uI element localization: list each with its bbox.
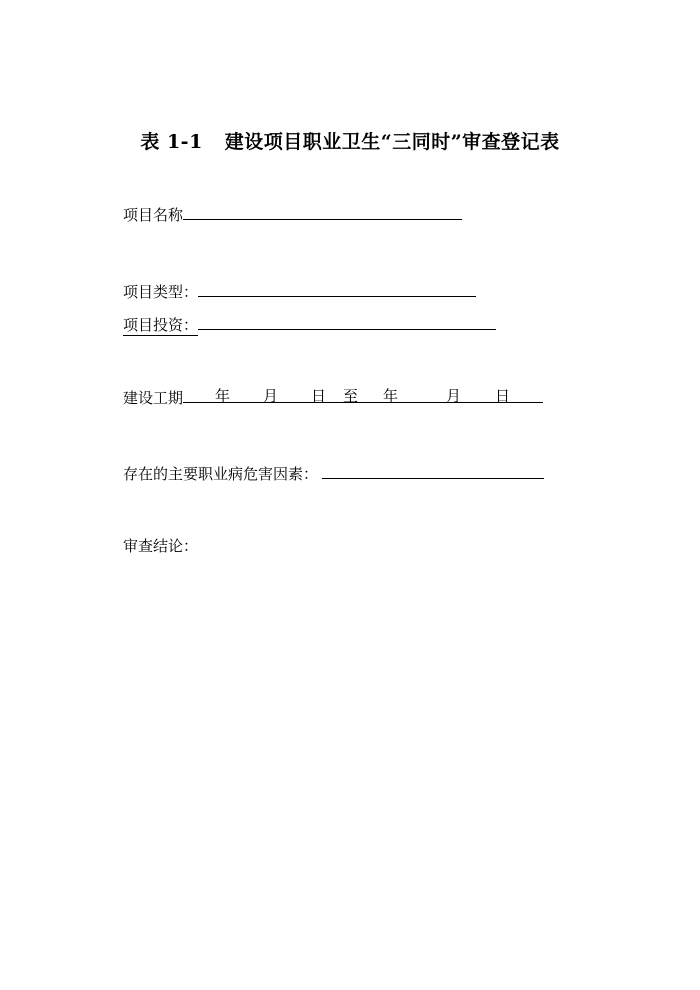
end-year-unit: 年 bbox=[383, 387, 399, 405]
project-type-field[interactable] bbox=[198, 282, 476, 297]
construction-period-row bbox=[123, 387, 543, 408]
project-name-field[interactable] bbox=[183, 205, 462, 220]
conclusion-row bbox=[123, 535, 198, 556]
construction-period-field[interactable] bbox=[183, 388, 543, 403]
project-investment-label: 项目投资： bbox=[123, 316, 199, 334]
table-number: 表 1-1 bbox=[140, 131, 203, 153]
project-name-label: 项目名称 bbox=[123, 206, 184, 224]
hazards-label: 存在的主要职业病危害因素： bbox=[123, 465, 319, 483]
start-month-unit: 月 bbox=[263, 387, 279, 405]
table-title: 建设项目职业卫生“三同时”审查登记表 bbox=[224, 131, 560, 153]
hazards-field[interactable] bbox=[322, 464, 544, 479]
project-type-row bbox=[123, 281, 476, 302]
project-investment-row bbox=[123, 314, 496, 335]
end-day-unit: 日 bbox=[495, 387, 511, 405]
project-type-label: 项目类型： bbox=[123, 283, 199, 301]
project-name-row bbox=[123, 204, 462, 225]
end-month-unit: 月 bbox=[446, 387, 462, 405]
hazards-row bbox=[123, 463, 544, 484]
page-title bbox=[0, 127, 700, 154]
construction-period-label: 建设工期 bbox=[123, 389, 184, 407]
to-label: 至 bbox=[343, 387, 359, 405]
start-year-unit: 年 bbox=[215, 387, 231, 405]
start-day-unit: 日 bbox=[311, 387, 327, 405]
conclusion-label: 审查结论： bbox=[123, 537, 199, 555]
project-investment-field[interactable] bbox=[198, 315, 496, 330]
